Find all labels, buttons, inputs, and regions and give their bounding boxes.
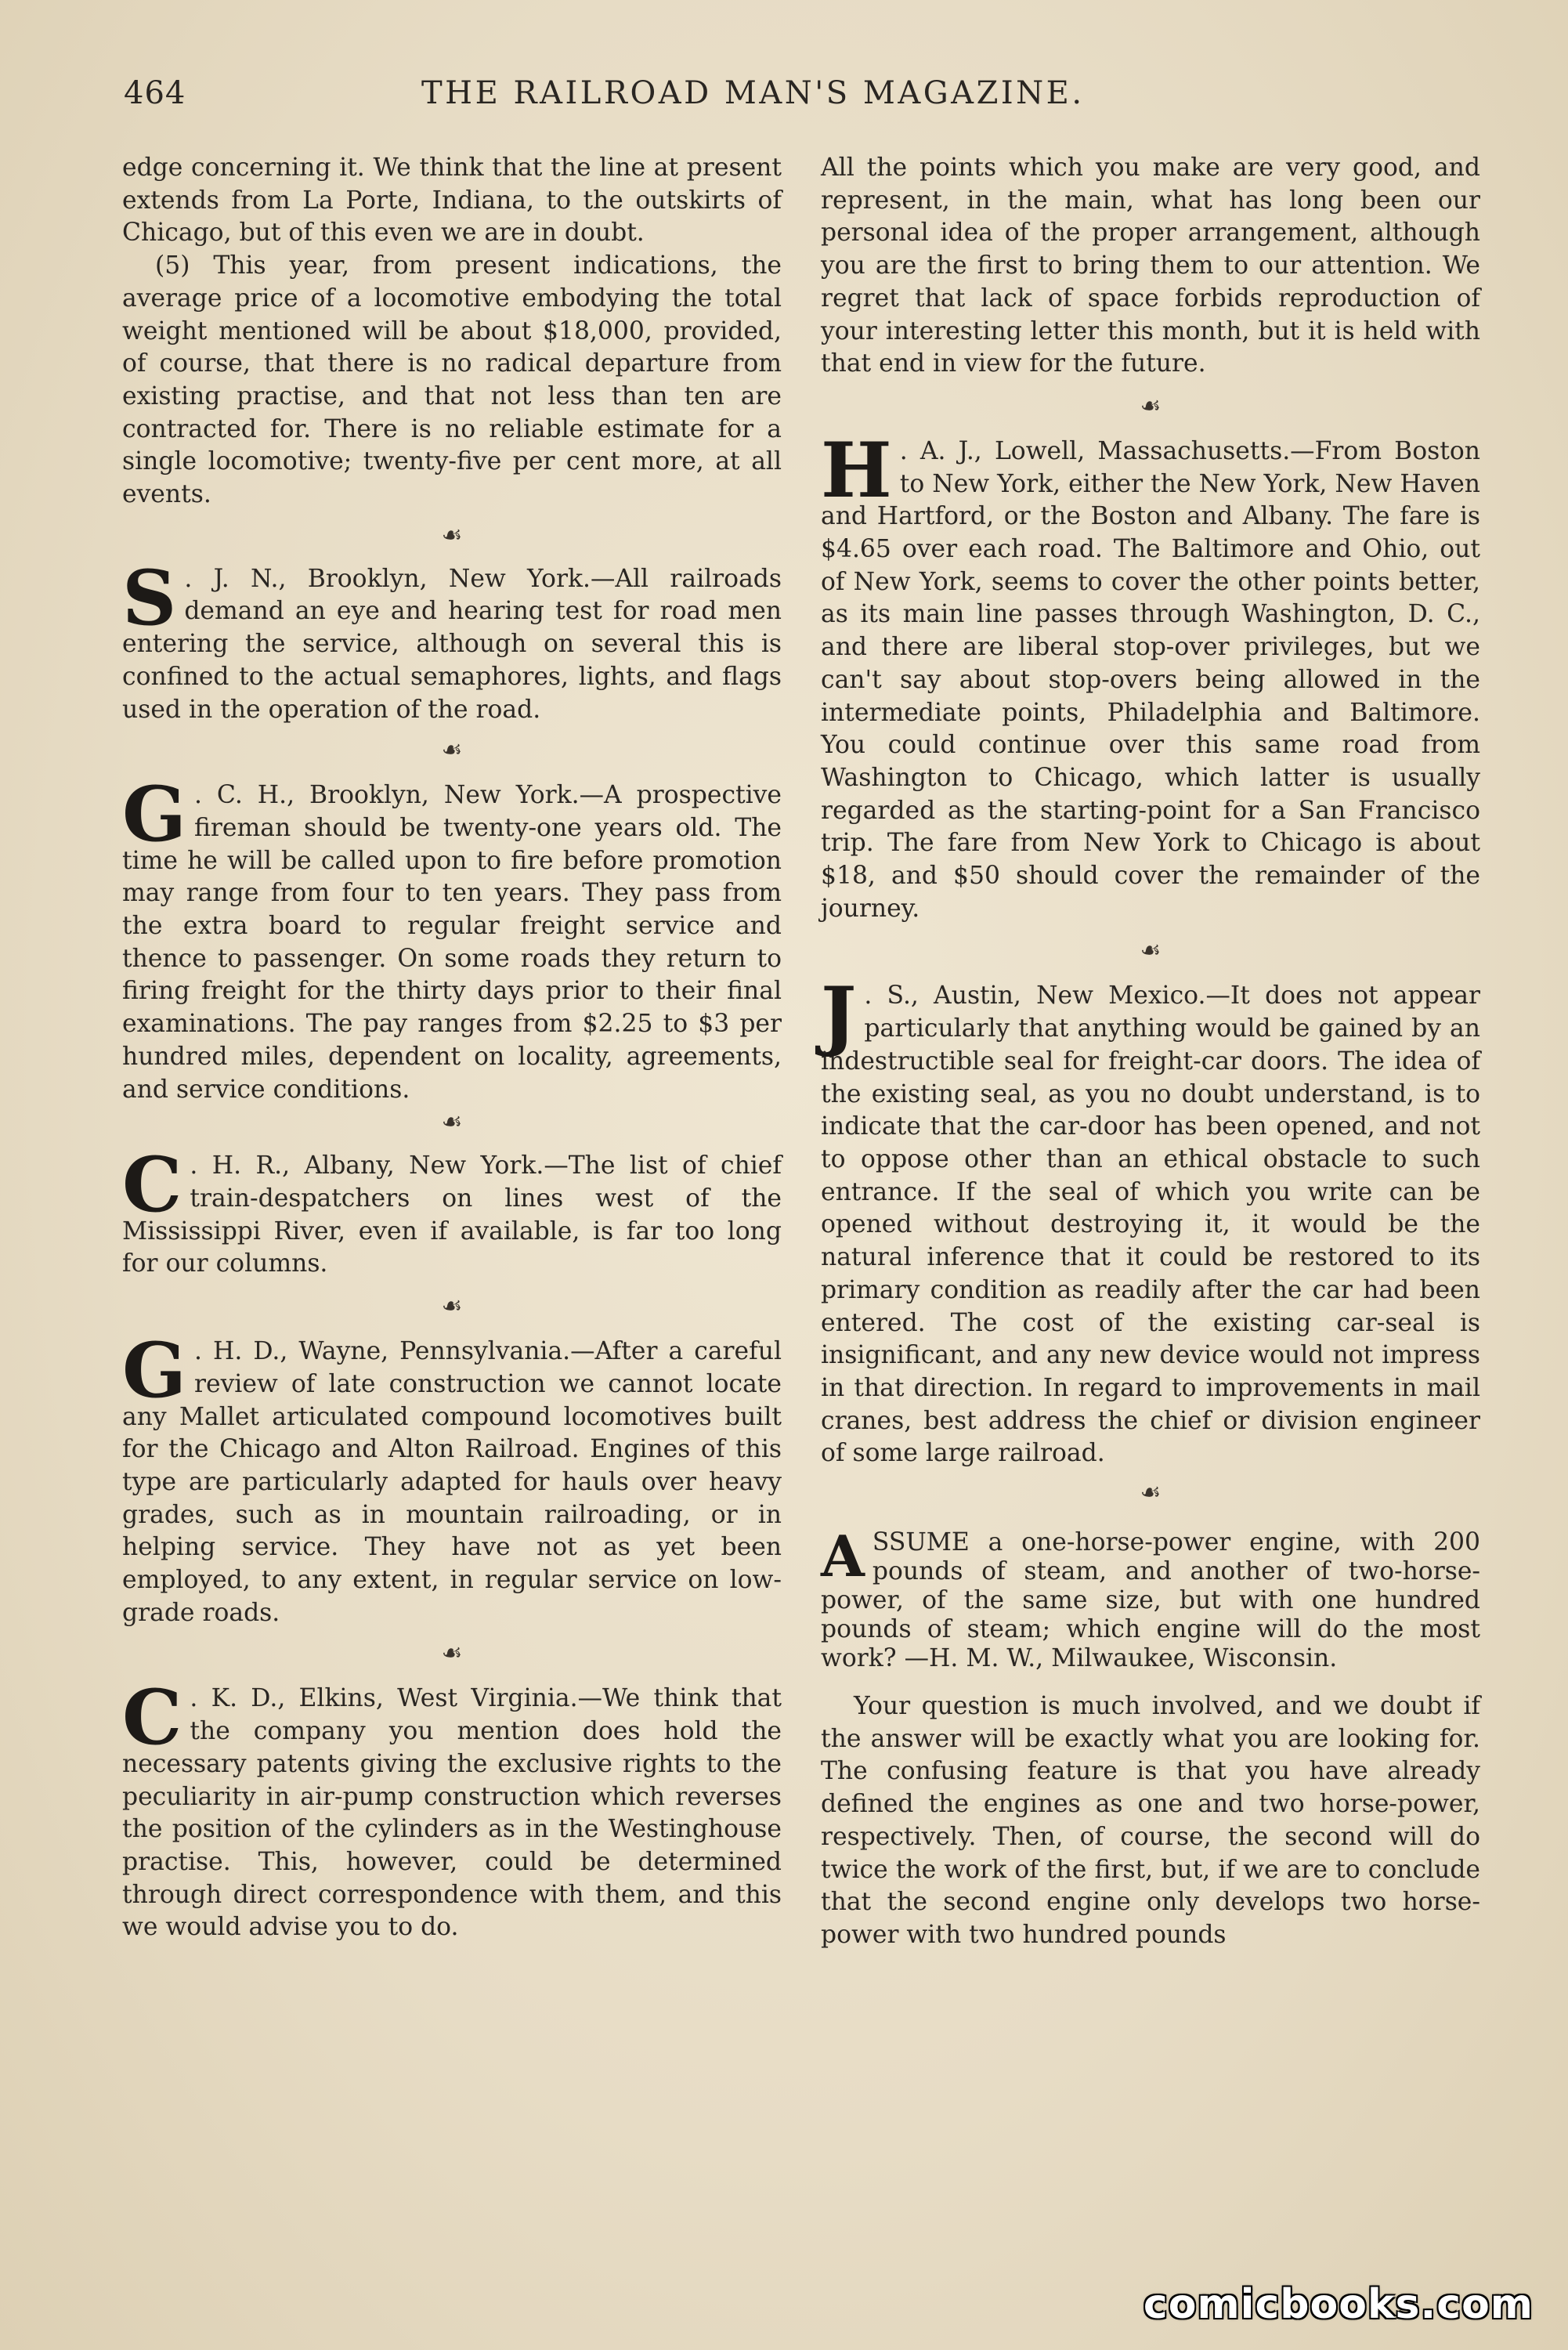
left-column (122, 152, 782, 1944)
paragraph: (5) This year, from present indications, the average price of a locomotive embodying the total weight mentioned will be about $18,000, provided, of course, that there is no radical departure from existing practise, and that not less than ten are contracted for. There is no reliable estimate for a single locomotive; twenty-five per cent more, at all events. (122, 251, 782, 509)
section-divider: ☙ (441, 736, 463, 765)
page-header (124, 75, 1455, 122)
entry-text: . C. H., Brooklyn, New York.—A prospective fireman should be twenty-one years old. The time he will be called upon to fire before promotion may range from four to ten years. They pass from the extra board to regular freight service and thence to passenger. On some roads they return to firing freight for the thirty days prior to their final examinations. The pay ranges from $2.25 to $3 per hundred miles, dependent on locality, agreements, and service conditions. (122, 781, 782, 1104)
question-text: SSUME a one-horse-power engine, with 200 pounds of steam, and another of two-horse-power, of the same size, but with one hundred pounds of steam; which engine will do the most work? —H. M. W., Milwaukee, Wisconsin. (821, 1528, 1480, 1673)
answer-entry (821, 425, 1480, 926)
answer-entry (821, 971, 1480, 1470)
answer-entry (122, 1326, 782, 1629)
answer-entry (122, 1673, 782, 1944)
section-divider: ☙ (1140, 392, 1162, 420)
right-column (821, 152, 1480, 1952)
answer-entry (122, 1141, 782, 1281)
drop-cap: S (122, 553, 177, 642)
section-divider: ☙ (441, 1640, 463, 1668)
paragraph: Your question is much involved, and we doubt if the answer will be exactly what you are looking for. The confusing feature is that you have already defined the engines as one and two horse-power, respectively. Then, of course, the second will do twice the work of the first, but, if we are to conclude that the second engine only develops two horse-power with two hundred pounds (821, 1692, 1480, 1949)
question-entry (821, 1523, 1480, 1673)
answer-entry (122, 553, 782, 727)
running-head: THE RAILROAD MAN'S MAGAZINE. (421, 75, 1085, 111)
drop-cap: J (821, 971, 857, 1060)
entry-text: . H. R., Albany, New York.—The list of chief train-despatchers on lines west of the Mississippi River, even if available, is far too long for our columns. (122, 1152, 782, 1278)
entry-text: . K. D., Elkins, West Virginia.—We think that the company you mention does hold the necessary patents giving the exclusive rights to the peculiarity in air-pump construction which reverses the position of the cylinders as in the Westinghouse practise. This, however, could be determined through direct correspondence with them, and this we would advise you to do. (122, 1684, 782, 1942)
answer-entry (122, 770, 782, 1106)
entry-text: . S., Austin, New Mexico.—It does not appear particularly that anything would be gained by an indestructible seal for freight-car doors. The idea of the existing seal, as you no doubt understand, is to indicate that the car-door has been opened, and not to oppose other than an ethical obstacle to such entrance. If the seal of which you write can be opened without destroying it, it would be the natural inference that it could be restored to its primary condition as readily after the car had been entered. The cost of the existing car-seal is insignificant, and any new device would not impress in that direction. In regard to improvements in mail cranes, best address the chief or division engineer of some large railroad. (821, 982, 1480, 1468)
page-number: 464 (124, 75, 186, 111)
paragraph: All the points which you make are very good, and represent, in the main, what has long been our personal idea of the proper arrangement, although you are the first to bring them to our attention. We regret that lack of space forbids reproduction of your interesting letter this month, but it is held with that end in view for the future. (821, 154, 1480, 378)
section-divider: ☙ (1140, 937, 1162, 965)
drop-cap: C (122, 1141, 182, 1230)
entry-text: . H. D., Wayne, Pennsylvania.—After a careful review of late construction we cannot locate any Mallet articulated compound locomotives built for the Chicago and Alton Railroad. Engines of this type are particularly adapted for hauls over heavy grades, such as in mountain railroading, or in helping service. They have not as yet been employed, to any extent, in regular service on low-grade roads. (122, 1337, 782, 1627)
drop-cap: C (122, 1673, 182, 1762)
entry-text: . A. J., Lowell, Massachusetts.—From Boston to New York, either the New York, New Haven and Hartford, or the Boston and Albany. The fare is $4.65 over each road. The Baltimore and Ohio, out of New York, seems to cover the other points better, as its main line passes through Washington, D. C., and there are liberal stop-over privileges, but we can't say about stop-overs being allowed in the intermediate points, Philadelphia and Baltimore. You could continue over this same road from Washington to Chicago, which latter is usually regarded as the starting-point for a San Francisco trip. The fare from New York to Chicago is about $18, and $50 should cover the remainder of the journey. (821, 436, 1480, 923)
drop-cap: G (122, 1326, 186, 1415)
drop-cap: H (821, 425, 892, 515)
paragraph: edge concerning it. We think that the line at present extends from La Porte, Indiana, to the outskirts of Chicago, but of this even we are in doubt. (122, 154, 782, 248)
drop-cap: A (821, 1523, 865, 1590)
section-divider: ☙ (1140, 1479, 1162, 1507)
section-divider: ☙ (441, 521, 463, 549)
section-divider: ☙ (441, 1292, 463, 1321)
section-divider: ☙ (441, 1108, 463, 1137)
drop-cap: G (122, 770, 186, 859)
entry-text: . J. N., Brooklyn, New York.—All railroads demand an eye and hearing test for road men entering the service, although on several this is confined to the actual semaphores, lights, and flags used in the operation of the road. (122, 564, 782, 724)
watermark: comicbooks.com (1143, 2281, 1534, 2328)
